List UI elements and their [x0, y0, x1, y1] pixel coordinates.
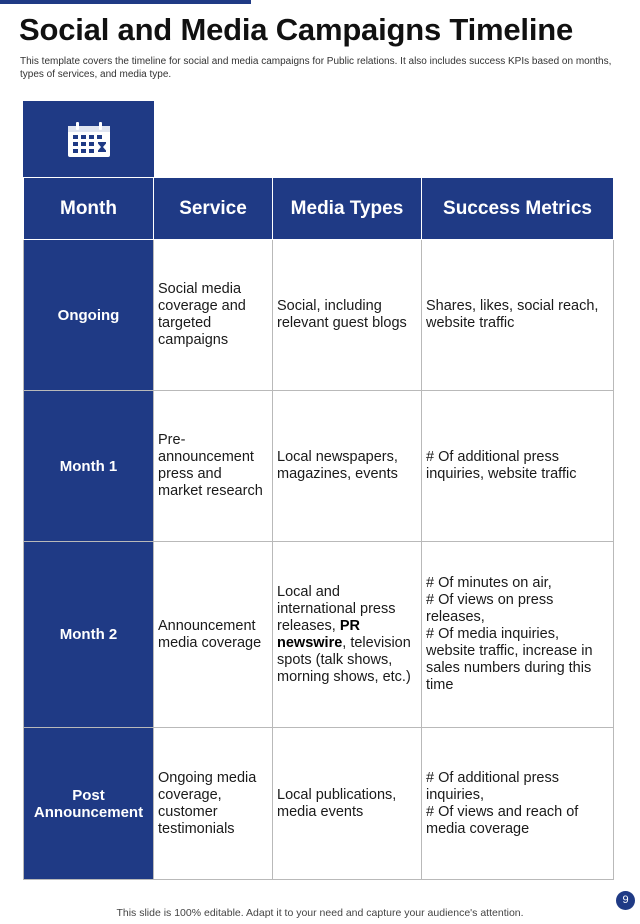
service-cell: Announcement media coverage [154, 542, 273, 728]
footer-note: This slide is 100% editable. Adapt it to your need and capture your audience's attention. [116, 907, 524, 919]
table-row [24, 542, 614, 728]
media-types-text: Local and international press releases, [277, 583, 396, 634]
campaign-timeline-table [23, 177, 614, 880]
success-metrics-cell [422, 728, 614, 880]
service-cell: Pre-announcement press and market research [154, 391, 273, 542]
success-metrics-cell [422, 542, 614, 728]
column-header-service: Service [154, 178, 273, 240]
metric-line: # Of views on press releases, [426, 592, 554, 625]
page-number-badge: 9 [616, 891, 635, 910]
metric-line: # Of media inquiries, website traffic, increase in sales numbers during this time [426, 626, 593, 693]
month-cell: Month 2 [24, 542, 154, 728]
page-title: Social and Media Campaigns Timeline [19, 12, 574, 47]
page-subtitle: This template covers the timeline for social and media campaigns for Public relations. It also includes success KPIs based on months, types of services, and media type. [20, 56, 612, 80]
column-header-media-types: Media Types [273, 178, 422, 240]
service-cell: Ongoing media coverage, customer testimonials [154, 728, 273, 880]
month-cell: Post Announcement [24, 728, 154, 880]
table-header-row [24, 178, 614, 240]
calendar-icon [67, 122, 111, 158]
column-header-month: Month [24, 178, 154, 240]
media-types-cell: Local publications, media events [273, 728, 422, 880]
media-types-cell [273, 542, 422, 728]
calendar-icon-box [23, 101, 154, 178]
media-types-cell: Social, including relevant guest blogs [273, 240, 422, 391]
metric-line: # Of views and reach of media coverage [426, 803, 579, 837]
metric-line: # Of additional press inquiries, [426, 769, 559, 803]
table-row [24, 728, 614, 880]
media-types-cell: Local newspapers, magazines, events [273, 391, 422, 542]
month-cell: Ongoing [24, 240, 154, 391]
success-metrics-cell: # Of additional press inquiries, website traffic [422, 391, 614, 542]
media-types-bold-text: PR newswire [277, 617, 361, 651]
table-row [24, 391, 614, 542]
service-cell: Social media coverage and targeted campaigns [154, 240, 273, 391]
table-row [24, 240, 614, 391]
success-metrics-cell: Shares, likes, social reach, website traffic [422, 240, 614, 391]
media-types-text: , television spots (talk shows, morning shows, etc.) [277, 634, 411, 685]
metric-line: # Of minutes on air, [426, 575, 552, 591]
top-accent-bar [0, 0, 251, 4]
column-header-success-metrics: Success Metrics [422, 178, 614, 240]
month-cell: Month 1 [24, 391, 154, 542]
